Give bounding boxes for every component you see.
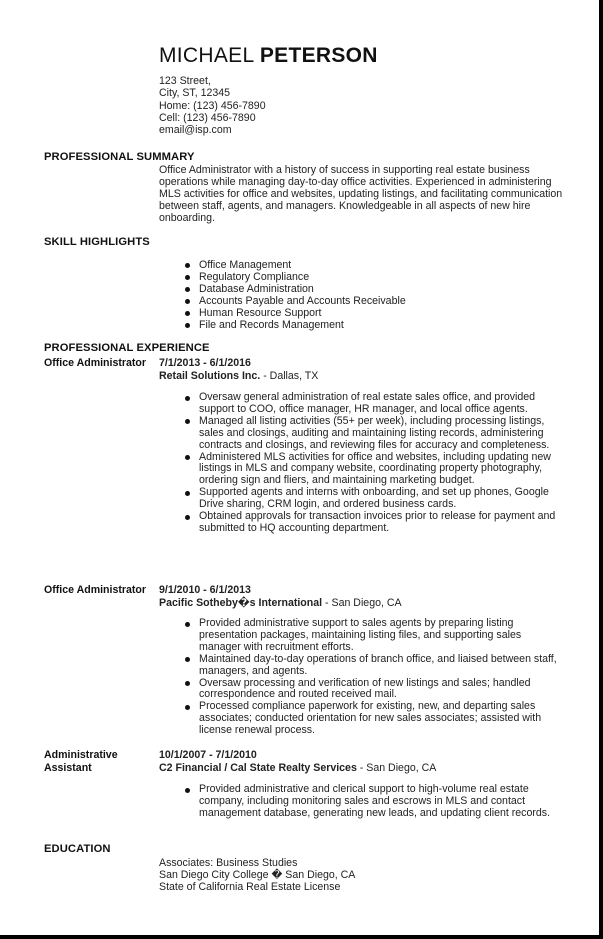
- contact-street: 123 Street,: [159, 75, 211, 87]
- education-school: San Diego City College � San Diego, CA: [159, 868, 356, 881]
- job-company: Pacific Sotheby�s International: [159, 596, 323, 609]
- job-bullets: [199, 618, 564, 737]
- job-title: Administrative Assistant: [44, 749, 118, 774]
- job-dates: 7/1/2013 - 6/1/2016: [159, 357, 251, 369]
- job-meta: [159, 584, 402, 609]
- list-item: Supported agents and interns with onboarding, and set up phones, Google Drive sharing, CRM login, and ordered business cards.: [199, 487, 564, 511]
- education-degree: Associates: Business Studies: [159, 857, 298, 869]
- job-company: Retail Solutions Inc.: [159, 369, 261, 382]
- first-name: MICHAEL: [159, 44, 254, 67]
- list-item: Oversaw general administration of real estate sales office, and provided support to COO, office manager, HR manager, and local office agents.: [199, 392, 564, 416]
- job-bullets: [199, 784, 564, 820]
- job-meta: [159, 749, 436, 774]
- job-dates: 10/1/2007 - 7/1/2010: [159, 749, 257, 761]
- list-item: File and Records Management: [199, 319, 564, 331]
- skills-heading: SKILL HIGHLIGHTS: [44, 236, 150, 248]
- summary-text: Office Administrator with a history of success in supporting real estate business operations while managing day-to-day office activities. Experienced in administering MLS activities for office and websites, updating listings, and facilitating communication between staff, agents, and managers. Knowledgeable in all aspects of new hire onboarding.: [159, 164, 563, 224]
- contact-cell-phone: Cell: (123) 456-7890: [159, 111, 256, 124]
- list-item: Provided administrative and clerical support to high-volume real estate company, including monitoring sales and escrows in MLS and contact management database, generating new leads, and updating client records.: [199, 784, 564, 820]
- list-item: Office Management: [199, 259, 564, 271]
- education-heading: EDUCATION: [44, 843, 111, 855]
- education-block: [159, 858, 355, 894]
- contact-city: City, ST, 12345: [159, 87, 231, 100]
- list-item: Regulatory Compliance: [199, 271, 564, 283]
- list-item: Processed compliance paperwork for existing, new, and departing sales associates; conducted orientation for new sales associates; assisted with license renewal process.: [199, 701, 564, 737]
- job-bullets: [199, 392, 564, 535]
- job-location: - San Diego, CA: [322, 596, 402, 609]
- candidate-name: [159, 44, 378, 68]
- job-location: - San Diego, CA: [356, 761, 437, 774]
- job-company: C2 Financial / Cal State Realty Services: [159, 761, 357, 774]
- list-item: Accounts Payable and Accounts Receivable: [199, 295, 564, 307]
- job-location: - Dallas, TX: [260, 369, 319, 382]
- list-item: Database Administration: [199, 283, 564, 295]
- list-item: Maintained day-to-day operations of branch office, and liaised between staff, managers, and agents.: [199, 654, 564, 678]
- list-item: Oversaw processing and verification of new listings and sales; handled correspondence and routed received mail.: [199, 678, 564, 702]
- education-license: State of California Real Estate License: [159, 880, 341, 893]
- list-item: Administered MLS activities for office and websites, including updating new listings in MLS and company website, coordinating property photography, ordering sign and fliers, and maintaining marketing budget.: [199, 452, 564, 488]
- job-title: Office Administrator: [44, 357, 147, 369]
- skills-list: [199, 259, 564, 332]
- list-item: Managed all listing activities (55+ per week), including processing listings, sales and closings, auditing and maintaining listing records, administering contracts and closings, and reviewing files for accuracy and completeness.: [199, 416, 564, 452]
- contact-block: [159, 75, 266, 136]
- contact-home-phone: Home: (123) 456-7890: [159, 99, 266, 112]
- experience-heading: PROFESSIONAL EXPERIENCE: [44, 342, 210, 354]
- contact-email: email@isp.com: [159, 124, 232, 137]
- list-item: Provided administrative support to sales agents by preparing listing presentation packages, maintaining listing files, and supporting sales manager with recruitment efforts.: [199, 618, 564, 654]
- summary-heading: PROFESSIONAL SUMMARY: [44, 151, 195, 163]
- list-item: Human Resource Support: [199, 307, 564, 319]
- list-item: Obtained approvals for transaction invoices prior to release for payment and submitted to HQ accounting department.: [199, 511, 564, 535]
- last-name: PETERSON: [259, 44, 378, 67]
- job-meta: [159, 357, 318, 382]
- job-title: Office Administrator: [44, 584, 147, 596]
- job-dates: 9/1/2010 - 6/1/2013: [159, 584, 251, 596]
